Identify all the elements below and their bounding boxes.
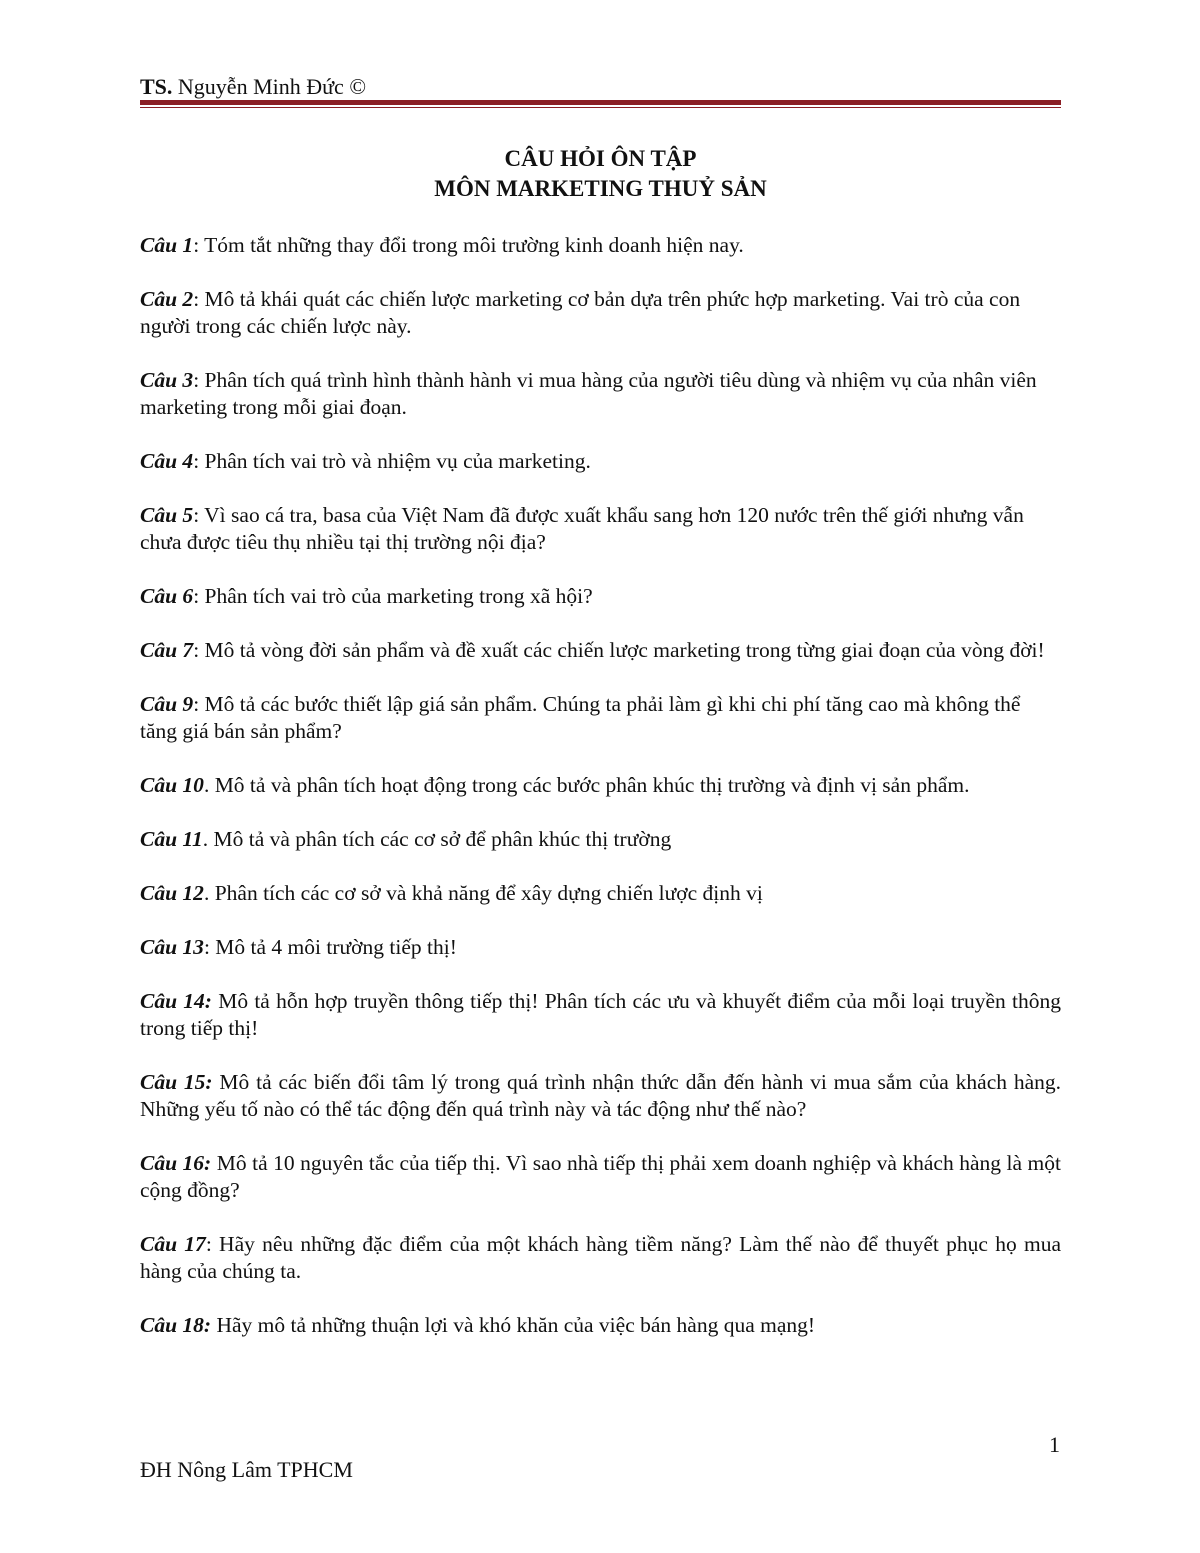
question-sep: : [205, 1232, 212, 1256]
question-label: Câu 3 [140, 368, 194, 392]
question-text: Mô tả và phân tích các cơ sở để phân khúc thị trường [208, 827, 672, 851]
question-item [140, 1150, 1061, 1204]
question-sep: : [193, 638, 200, 662]
author-name: Nguyễn Minh Đức © [172, 74, 367, 99]
question-item [140, 934, 1061, 961]
question-text: Phân tích quá trình hình thành hành vi mua hàng của người tiêu dùng và nhiệm vụ của nhân viên marketing trong mỗi giai đoạn. [140, 368, 1037, 419]
question-item [140, 502, 1061, 556]
question-text: Mô tả và phân tích hoạt động trong các bước phân khúc thị trường và định vị sản phẩm. [209, 773, 970, 797]
question-label: Câu 2 [140, 287, 194, 311]
question-label: Câu 4 [140, 449, 194, 473]
question-item [140, 1069, 1061, 1123]
author-prefix: TS. [140, 74, 173, 99]
question-label: Câu 15: [140, 1070, 213, 1094]
document-title [140, 144, 1061, 204]
question-item [140, 583, 1061, 610]
question-text: Tóm tắt những thay đổi trong môi trường kinh doanh hiện nay. [199, 233, 744, 257]
question-label: Câu 11 [140, 827, 203, 851]
question-sep: : [193, 449, 200, 473]
question-item [140, 1231, 1061, 1285]
question-sep: : [203, 935, 210, 959]
question-label: Câu 9 [140, 692, 194, 716]
question-text: Mô tả 10 nguyên tắc của tiếp thị. Vì sao nhà tiếp thị phải xem doanh nghiệp và khách hàng là một cộng đồng? [140, 1151, 1061, 1202]
question-text: Phân tích các cơ sở và khả năng để xây dựng chiến lược định vị [209, 881, 763, 905]
question-sep: : [193, 287, 200, 311]
page-footer: ĐH Nông Lâm TPHCM [140, 1457, 353, 1482]
question-text: Phân tích vai trò của marketing trong xã hội? [199, 584, 593, 608]
question-sep: : [193, 584, 200, 608]
page-header [140, 72, 1061, 102]
question-text: Hãy nêu những đặc điểm của một khách hàng tiềm năng? Làm thế nào để thuyết phục họ mua hàng của chúng ta. [140, 1232, 1061, 1283]
question-label: Câu 13 [140, 935, 204, 959]
question-label: Câu 7 [140, 638, 194, 662]
question-sep: : [193, 233, 200, 257]
question-label: Câu 10 [140, 773, 204, 797]
question-label: Câu 6 [140, 584, 194, 608]
question-item [140, 772, 1061, 799]
question-sep: . [203, 881, 210, 905]
question-list [140, 232, 1061, 1366]
question-item [140, 880, 1061, 907]
question-item [140, 826, 1061, 853]
question-text: Hãy mô tả những thuận lợi và khó khăn của việc bán hàng qua mạng! [211, 1313, 816, 1337]
question-text: Mô tả vòng đời sản phẩm và đề xuất các chiến lược marketing trong từng giai đoạn của vòng đời! [199, 638, 1045, 662]
header-rule-thin [140, 107, 1061, 108]
question-text: Mô tả các biến đổi tâm lý trong quá trình nhận thức dẫn đến hành vi mua sắm của khách hàng. Những yếu tố nào có thể tác động đến quá trình này và tác động như thế nào? [140, 1070, 1062, 1121]
question-sep: : [193, 368, 200, 392]
question-text: Mô tả 4 môi trường tiếp thị! [209, 935, 457, 959]
question-text: Mô tả khái quát các chiến lược marketing cơ bản dựa trên phức hợp marketing. Vai trò của con người trong các chiến lược này. [140, 287, 1021, 338]
question-sep: . [202, 827, 209, 851]
question-item [140, 367, 1061, 421]
question-item [140, 988, 1061, 1042]
question-item [140, 691, 1061, 745]
question-label: Câu 16: [140, 1151, 212, 1175]
question-label: Câu 5 [140, 503, 194, 527]
page-number: 1 [1049, 1432, 1060, 1457]
question-item [140, 448, 1061, 475]
question-sep: : [193, 503, 200, 527]
question-text: Mô tả hỗn hợp truyền thông tiếp thị! Phân tích các ưu và khuyết điểm của mỗi loại truyền thông trong tiếp thị! [140, 989, 1061, 1040]
header-author [140, 72, 1061, 102]
question-label: Câu 12 [140, 881, 204, 905]
question-label: Câu 17 [140, 1232, 206, 1256]
title-line-2: MÔN MARKETING THUỶ SẢN [434, 176, 767, 201]
question-label: Câu 1 [140, 233, 194, 257]
question-sep: . [203, 773, 210, 797]
question-text: Vì sao cá tra, basa của Việt Nam đã được xuất khẩu sang hơn 120 nước trên thế giới nhưng vẫn chưa được tiêu thụ nhiều tại thị trường nội địa? [140, 503, 1024, 554]
title-line-1: CÂU HỎI ÔN TẬP [504, 146, 697, 171]
question-label: Câu 18: [140, 1313, 212, 1337]
question-sep: : [193, 692, 200, 716]
question-item [140, 637, 1061, 664]
question-item [140, 1312, 1061, 1339]
question-item [140, 286, 1061, 340]
question-item [140, 232, 1061, 259]
question-text: Phân tích vai trò và nhiệm vụ của marketing. [199, 449, 591, 473]
question-text: Mô tả các bước thiết lập giá sản phẩm. Chúng ta phải làm gì khi chi phí tăng cao mà không thể tăng giá bán sản phẩm? [140, 692, 1021, 743]
question-label: Câu 14: [140, 989, 212, 1013]
header-rule-thick [140, 100, 1061, 105]
